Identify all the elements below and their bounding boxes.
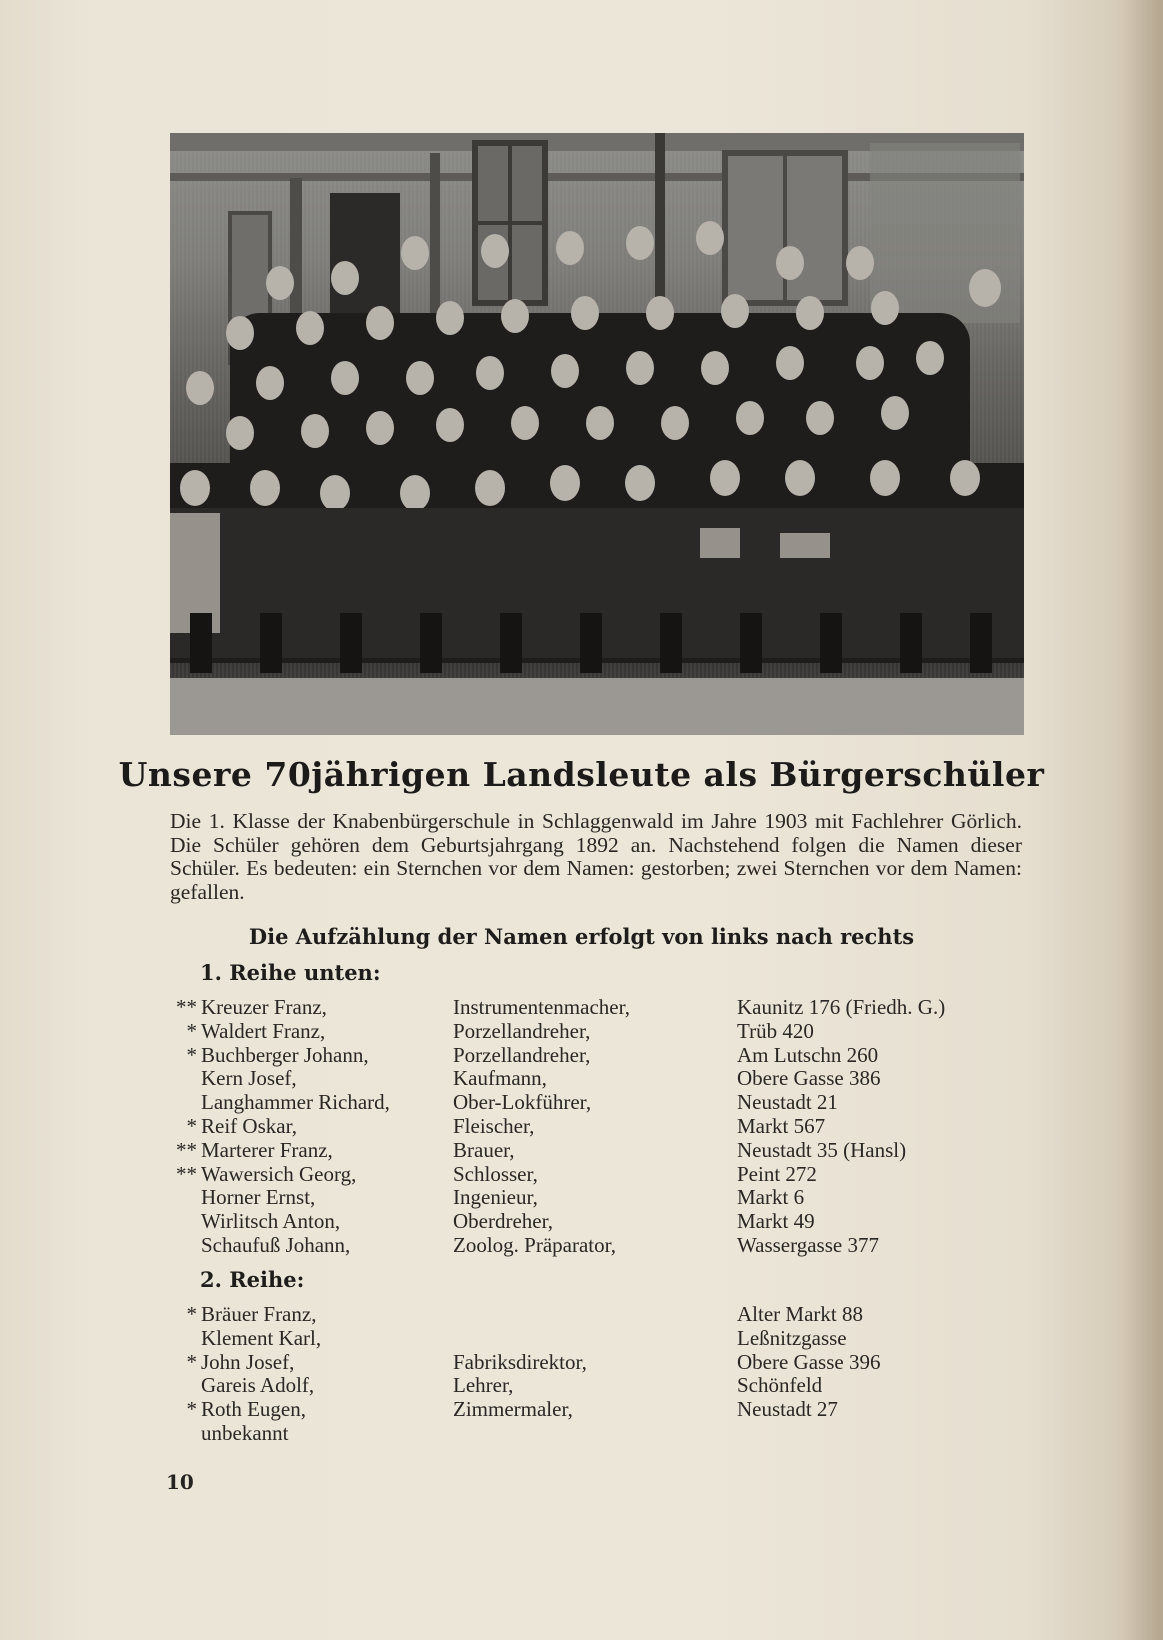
name-entry [165,1066,1045,1090]
pupil-name: Schaufuß Johann, [201,1232,351,1257]
name-entry [165,1373,1045,1397]
pupil-name: Horner Ernst, [201,1185,316,1210]
pupil-occupation: Instrumentenmacher, [453,995,631,1019]
pupil-occupation: Zimmermaler, [453,1397,573,1422]
pupil-occupation: Brauer, [453,1137,515,1162]
pupil-name: unbekannt [201,1420,289,1445]
pupil-address: Wassergasse 377 [737,1232,879,1257]
pupil-name: Reif Oskar, [201,1113,297,1138]
pupil-address: Leßnitzgasse [737,1325,847,1350]
name-entry [165,1138,1045,1162]
name-entry [165,1397,1045,1421]
article-title: Unsere 70jährigen Landsleute als Bürgerschüler [118,755,1045,794]
list-subheading: Die Aufzählung der Namen erfolgt von links nach rechts [248,924,915,949]
pupil-address: Alter Markt 88 [737,1302,863,1326]
pupil-name: Gareis Adolf, [201,1373,315,1398]
pupil-occupation: Porzellandreher, [453,1042,591,1067]
page-number: 10 [166,1470,194,1494]
pupil-name: Wirlitsch Anton, [201,1209,341,1234]
name-entry [165,1421,1045,1445]
pupil-occupation: Zoolog. Präparator, [453,1232,617,1257]
pupil-address: Markt 6 [737,1185,805,1210]
pupil-occupation: Schlosser, [453,1161,538,1186]
status-mark: * [186,1113,197,1138]
name-entry [165,1162,1045,1186]
row1-name-list [165,995,1045,1257]
name-entry [165,1090,1045,1114]
pupil-occupation: Ober-Lokführer, [453,1090,592,1115]
name-entry [165,995,1045,1019]
name-entry [165,1233,1045,1257]
pupil-occupation: Porzellandreher, [453,1018,591,1043]
status-mark: * [186,1018,197,1043]
pupil-occupation: Lehrer, [453,1373,514,1398]
pupil-name: Klement Karl, [201,1325,322,1350]
name-entry [165,1043,1045,1067]
pupil-name: Wawersich Georg, [201,1161,357,1186]
status-mark: ** [176,1161,197,1186]
status-mark: * [186,1349,197,1374]
pupil-occupation: Kaufmann, [453,1066,547,1091]
class-photo [170,133,1024,735]
pupil-address: Markt 49 [737,1209,815,1234]
pupil-name: Roth Eugen, [201,1397,306,1422]
name-entry [165,1114,1045,1138]
status-mark: ** [176,1137,197,1162]
pupil-address: Schönfeld [737,1373,823,1398]
pupil-address: Trüb 420 [737,1018,814,1043]
name-entry [165,1185,1045,1209]
pupil-address: Obere Gasse 386 [737,1066,881,1091]
pupil-address: Am Lutschn 260 [737,1042,879,1067]
status-mark: ** [176,995,197,1019]
pupil-name: Marterer Franz, [201,1137,333,1162]
pupil-name: Kreuzer Franz, [201,995,327,1019]
name-entry [165,1209,1045,1233]
name-entry [165,1302,1045,1326]
pupil-name: Waldert Franz, [201,1018,326,1043]
intro-paragraph: Die 1. Klasse der Knabenbürgerschule in Schlaggenwald im Jahre 1903 mit Fachlehrer Görlich. Die Schüler gehören dem Geburtsjahrgang 1892 an. Nachstehend folgen die Namen dieser Schüler. Es bedeuten: ein Sternchen vor dem Namen: gestorben; zwei Sternchen vor dem Namen: gefallen. [170,809,1022,904]
status-mark: * [186,1302,197,1326]
pupil-address: Markt 567 [737,1113,826,1138]
pupil-address: Peint 272 [737,1161,817,1186]
pupil-occupation: Oberdreher, [453,1209,554,1234]
name-entry [165,1019,1045,1043]
row2-name-list [165,1302,1045,1445]
name-entry [165,1350,1045,1374]
pupil-address: Neustadt 27 [737,1397,838,1422]
photo-pupils-group [170,133,1024,735]
status-mark: * [186,1397,197,1422]
pupil-name: Langhammer Richard, [201,1090,390,1115]
row1-title: 1. Reihe unten: [200,960,381,985]
pupil-occupation: Ingenieur, [453,1185,538,1210]
pupil-name: Buchberger Johann, [201,1042,369,1067]
page-edge-shadow [1123,0,1163,1640]
pupil-name: John Josef, [201,1349,295,1374]
row2-title: 2. Reihe: [200,1267,305,1292]
pupil-occupation: Fabriksdirektor, [453,1349,587,1374]
pupil-address: Neustadt 35 (Hansl) [737,1137,907,1162]
pupil-address: Kaunitz 176 (Friedh. G.) [737,995,946,1019]
pupil-name: Bräuer Franz, [201,1302,317,1326]
status-mark: * [186,1042,197,1067]
name-entry [165,1326,1045,1350]
pupil-occupation: Fleischer, [453,1113,535,1138]
pupil-address: Obere Gasse 396 [737,1349,881,1374]
pupil-name: Kern Josef, [201,1066,297,1091]
pupil-address: Neustadt 21 [737,1090,838,1115]
